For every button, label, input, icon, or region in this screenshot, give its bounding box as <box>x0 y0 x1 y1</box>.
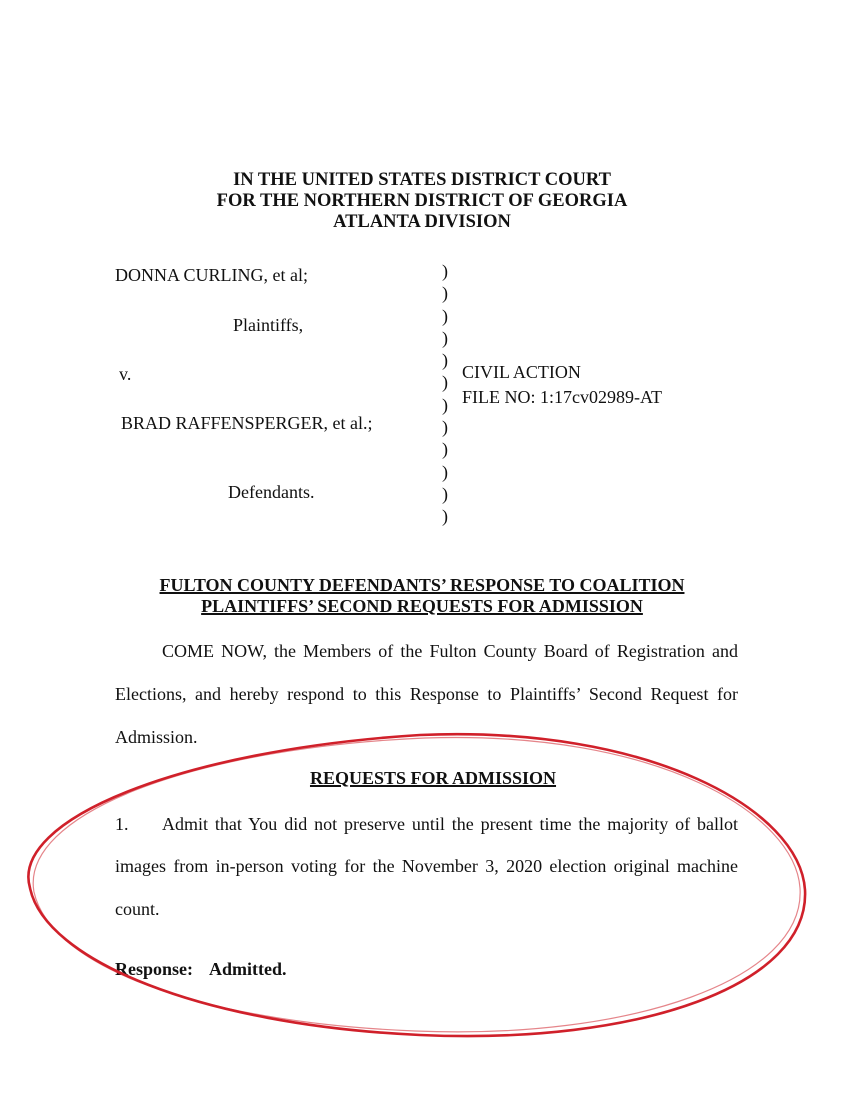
caption-paren: ) <box>442 483 448 504</box>
caption-paren: ) <box>442 261 448 281</box>
document-title <box>0 575 844 617</box>
caption-paren: ) <box>442 327 448 348</box>
caption-paren: ) <box>442 283 448 304</box>
caption-paren: ) <box>442 305 448 326</box>
court-division: ATLANTA DIVISION <box>333 212 511 232</box>
caption-paren: ) <box>442 372 448 393</box>
caption-parenthesis-column <box>442 260 458 528</box>
response-value: Admitted. <box>209 959 287 979</box>
civil-action-label: CIVIL ACTION <box>462 362 581 382</box>
request-1-line-1: Admit that You did not preserve until the present time the majority of ballot <box>162 814 738 834</box>
court-name-line-1: IN THE UNITED STATES DISTRICT COURT <box>233 170 611 190</box>
requests-heading: REQUESTS FOR ADMISSION <box>309 768 557 788</box>
response-label: Response: <box>115 959 194 979</box>
plaintiff-name: DONNA CURLING, et al; <box>115 265 308 285</box>
versus-label: v. <box>119 364 132 384</box>
caption-paren: ) <box>442 417 448 438</box>
caption-paren: ) <box>442 394 448 415</box>
document-title-line-2: PLAINTIFFS’ SECOND REQUESTS FOR ADMISSION <box>201 596 643 616</box>
court-header <box>0 170 844 233</box>
file-number: FILE NO: 1:17cv02989-AT <box>462 387 662 407</box>
intro-line-2: Elections, and hereby respond to this Response to Plaintiffs’ Second Request for <box>115 684 738 704</box>
caption-paren: ) <box>442 461 448 482</box>
intro-line-1: COME NOW, the Members of the Fulton County Board of Registration and <box>162 641 738 661</box>
request-1-line-2: images from in-person voting for the November 3, 2020 election original machine <box>115 856 738 876</box>
document-title-line-1: FULTON COUNTY DEFENDANTS’ RESPONSE TO COALITION <box>159 575 685 595</box>
defendant-name: BRAD RAFFENSPERGER, et al.; <box>121 413 373 433</box>
caption-paren: ) <box>442 506 448 527</box>
defendant-role: Defendants. <box>228 482 315 502</box>
intro-line-3: Admission. <box>115 727 198 747</box>
caption-paren: ) <box>442 350 448 371</box>
request-number: 1. <box>115 814 129 834</box>
court-name-line-2: FOR THE NORTHERN DISTRICT OF GEORGIA <box>216 191 628 211</box>
plaintiff-role: Plaintiffs, <box>233 315 304 335</box>
request-1-line-3: count. <box>115 899 160 919</box>
caption-paren: ) <box>442 439 448 460</box>
